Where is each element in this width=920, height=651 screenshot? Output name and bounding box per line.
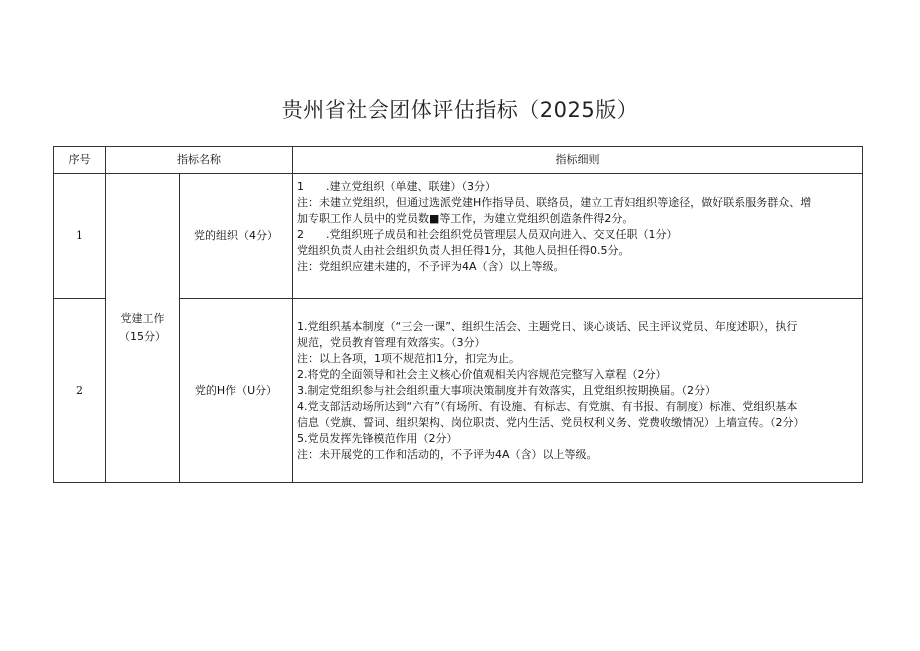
table-row — [54, 174, 863, 299]
category-cell — [106, 174, 180, 483]
category-score: （15分） — [119, 330, 166, 343]
detail-line: 党组织负责人由社会组织负责人担任得1分，其他人员担任得0.5分。 — [297, 244, 630, 257]
detail-line: 4.党支部活动场所达到“六有”（有场所、有设施、有标志、有党旗、有书报、有制度）标准、党组织基本 — [297, 400, 798, 413]
detail-line: 1.党组织基本制度（“三会一课”、组织生活会、主题党日、谈心谈话、民主评议党员、年度述职），执行 — [297, 320, 798, 333]
table-header-row — [54, 147, 863, 174]
detail-line: 3.制定党组织参与社会组织重大事项决策制度并有效落实，且党组织按期换届。（2分） — [297, 384, 716, 397]
indicator-detail — [293, 174, 863, 299]
detail-line: 注：党组织应建未建的，不予评为4A（含）以上等级。 — [297, 260, 565, 273]
detail-line: 规范，党员教育管理有效落实。（3分） — [297, 336, 486, 349]
row-number: 2 — [54, 299, 106, 483]
detail-line: 5.党员发挥先锋模范作用（2分） — [297, 432, 458, 445]
header-indicator-detail: 指标细则 — [293, 147, 863, 174]
category-name: 党建工作 — [120, 312, 165, 325]
detail-line: 加专职工作人员中的党员数■等工作，为建立党组织创造条件得2分。 — [297, 212, 634, 225]
header-number: 序号 — [54, 147, 106, 174]
indicator-name: 党的组织（4分） — [180, 174, 293, 299]
detail-line: 注：未开展党的工作和活动的，不予评为4A（含）以上等级。 — [297, 448, 598, 461]
detail-line: 注：未建立党组织，但通过选派党建H作指导员、联络员，建立工青妇组织等途径，做好联系服务群众、增 — [297, 196, 812, 209]
detail-line: 2.将党的全面领导和社会主义核心价值观相关内容规范完整写入章程（2分） — [297, 368, 667, 381]
indicator-name: 党的H作（U分） — [180, 299, 293, 483]
detail-line: 注：以上各项，1项不规范扣1分，扣完为止。 — [297, 352, 520, 365]
indicator-detail — [293, 299, 863, 483]
row-number: 1 — [54, 174, 106, 299]
detail-line: 1 .建立党组织（单建、联建）（3分） — [297, 180, 496, 193]
detail-line: 2 .党组织班子成员和社会组织党员管理层人员双向进入、交叉任职（1分） — [297, 228, 678, 241]
header-indicator-name: 指标名称 — [106, 147, 293, 174]
evaluation-table — [53, 146, 863, 483]
document-title: 贵州省社会团体评估指标（2025版） — [281, 98, 639, 122]
detail-line: 信息（党旗、誓词、组织架构、岗位职责、党内生活、党员权利义务、党费收缴情况）上墙宣传。（2分） — [297, 416, 805, 429]
